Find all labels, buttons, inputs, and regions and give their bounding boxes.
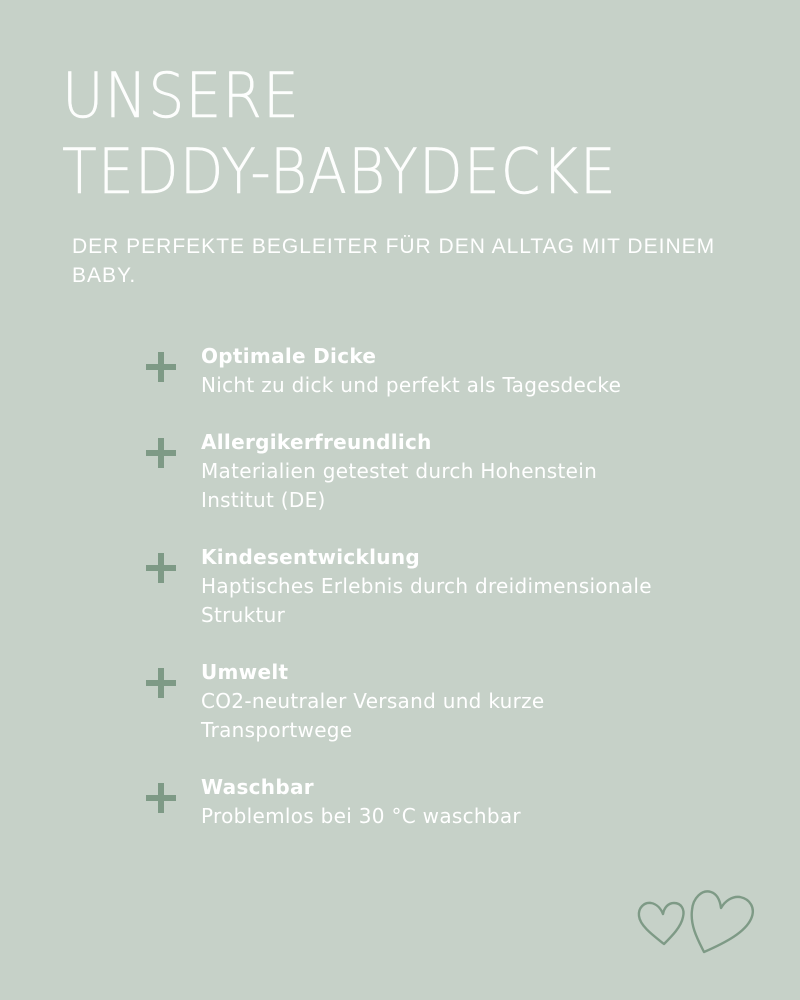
subtitle: DER PERFEKTE BEGLEITER FÜR DEN ALLTAG MIT DEINEM BABY. bbox=[72, 235, 716, 287]
feature-item-allergikerfreundlich bbox=[146, 428, 766, 515]
plus-icon bbox=[146, 783, 176, 813]
feature-item-umwelt bbox=[146, 658, 766, 745]
feature-description: Nicht zu dick und perfekt als Tagesdecke bbox=[201, 373, 622, 397]
feature-title: Allergikerfreundlich bbox=[201, 430, 432, 454]
feature-item-optimale-dicke bbox=[146, 342, 766, 400]
plus-icon bbox=[146, 438, 176, 468]
feature-description: CO2-neutraler Versand und kurze Transportwege bbox=[201, 689, 545, 742]
plus-icon bbox=[146, 352, 176, 382]
plus-icon bbox=[146, 553, 176, 583]
feature-description: Materialien getestet durch Hohenstein Institut (DE) bbox=[201, 459, 598, 512]
feature-description: Haptisches Erlebnis durch dreidimensionale Struktur bbox=[201, 574, 652, 627]
small-heart-icon bbox=[639, 903, 684, 944]
feature-item-kindesentwicklung bbox=[146, 543, 766, 630]
title-line-2: TEDDY-BABYDECKE bbox=[62, 135, 617, 208]
plus-icon bbox=[146, 668, 176, 698]
hearts-icon bbox=[632, 882, 762, 962]
feature-description: Problemlos bei 30 °C waschbar bbox=[201, 804, 521, 828]
large-heart-icon bbox=[692, 891, 753, 952]
feature-item-waschbar bbox=[146, 773, 766, 831]
page-title bbox=[62, 58, 761, 210]
title-line-1: UNSERE bbox=[62, 59, 300, 132]
feature-title: Waschbar bbox=[201, 775, 314, 799]
feature-list bbox=[146, 342, 766, 859]
feature-title: Umwelt bbox=[201, 660, 289, 684]
feature-title: Kindesentwicklung bbox=[201, 545, 420, 569]
feature-title: Optimale Dicke bbox=[201, 344, 377, 368]
